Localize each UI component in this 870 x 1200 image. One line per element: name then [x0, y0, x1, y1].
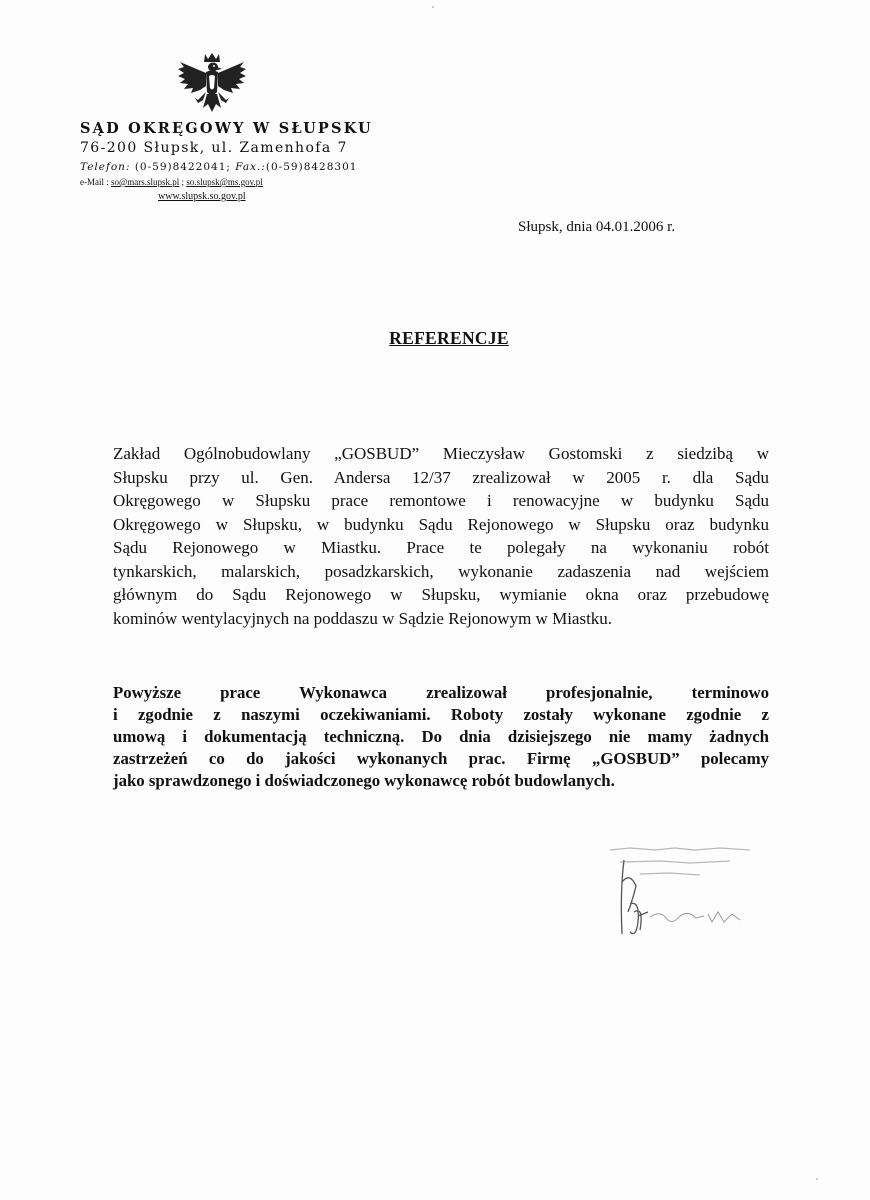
fax-label: Fax.:	[235, 161, 266, 173]
contact-email	[80, 177, 263, 187]
institution-name: SĄD OKRĘGOWY W SŁUPSKU	[80, 120, 373, 137]
document-date: Słupsk, dnia 04.01.2006 r.	[518, 219, 676, 235]
email-separator: ;	[181, 177, 185, 187]
email-link-1[interactable]: so@mars.slupsk.pl	[111, 177, 180, 187]
polish-eagle-emblem-icon	[176, 52, 248, 116]
institution-address: 76-200 Słupsk, ul. Zamenhofa 7	[80, 140, 348, 156]
website-link[interactable]: www.slupsk.so.gov.pl	[158, 191, 246, 202]
document-heading: REFERENCJE	[389, 328, 509, 348]
fax-value: (0-59)8428301	[265, 161, 358, 173]
text-line: jako sprawdzonego i doświadczonego wykonawcę robót budowlanych.	[113, 771, 615, 790]
text-line: umową i dokumentacją techniczną. Do dnia dzisiejszego nie mamy żadnych	[113, 727, 769, 746]
text-line: kominów wentylacyjnych na poddaszu w Sądzie Rejonowym w Miastku.	[113, 608, 613, 628]
text-line: Okręgowego w Słupsku prace remontowe i renowacyjne w budynku Sądu	[113, 491, 769, 510]
scan-speck	[816, 1178, 818, 1180]
email-label: e-Mail :	[80, 177, 109, 187]
text-line: głównym do Sądu Rejonowego w Słupsku, wymianie okna oraz przebudowę	[113, 585, 769, 604]
scan-speck	[432, 6, 434, 8]
paragraph-description	[113, 442, 769, 630]
contact-phone-fax	[80, 161, 357, 173]
text-line: i zgodnie z naszymi oczekiwaniami. Roboty zostały wykonane zgodnie z	[113, 705, 769, 724]
phone-value: (0-59)8422041;	[134, 161, 231, 173]
stamp-and-signature-icon	[600, 842, 770, 952]
paragraph-recommendation	[113, 682, 769, 792]
text-line: Okręgowego w Słupsku, w budynku Sądu Rejonowego w Słupsku oraz budynku	[113, 514, 769, 534]
text-line: Sądu Rejonowego w Miastku. Prace te polegały na wykonaniu robót	[113, 538, 769, 557]
text-line: Słupsku przy ul. Gen. Andersa 12/37 zrealizował w 2005 r. dla Sądu	[113, 467, 769, 487]
text-line: Powyższe prace Wykonawca zrealizował profesjonalnie, terminowo	[113, 683, 769, 702]
phone-label: Telefon:	[80, 161, 131, 173]
text-line: tynkarskich, malarskich, posadzkarskich, wykonanie zadaszenia nad wejściem	[113, 561, 769, 581]
text-line: zastrzeżeń co do jakości wykonanych prac. Firmę „GOSBUD” polecamy	[113, 749, 769, 768]
text-line: Zakład Ogólnobudowlany „GOSBUD” Mieczysław Gostomski z siedzibą w	[113, 444, 769, 463]
email-link-2[interactable]: so.slupsk@ms.gov.pl	[186, 177, 263, 187]
